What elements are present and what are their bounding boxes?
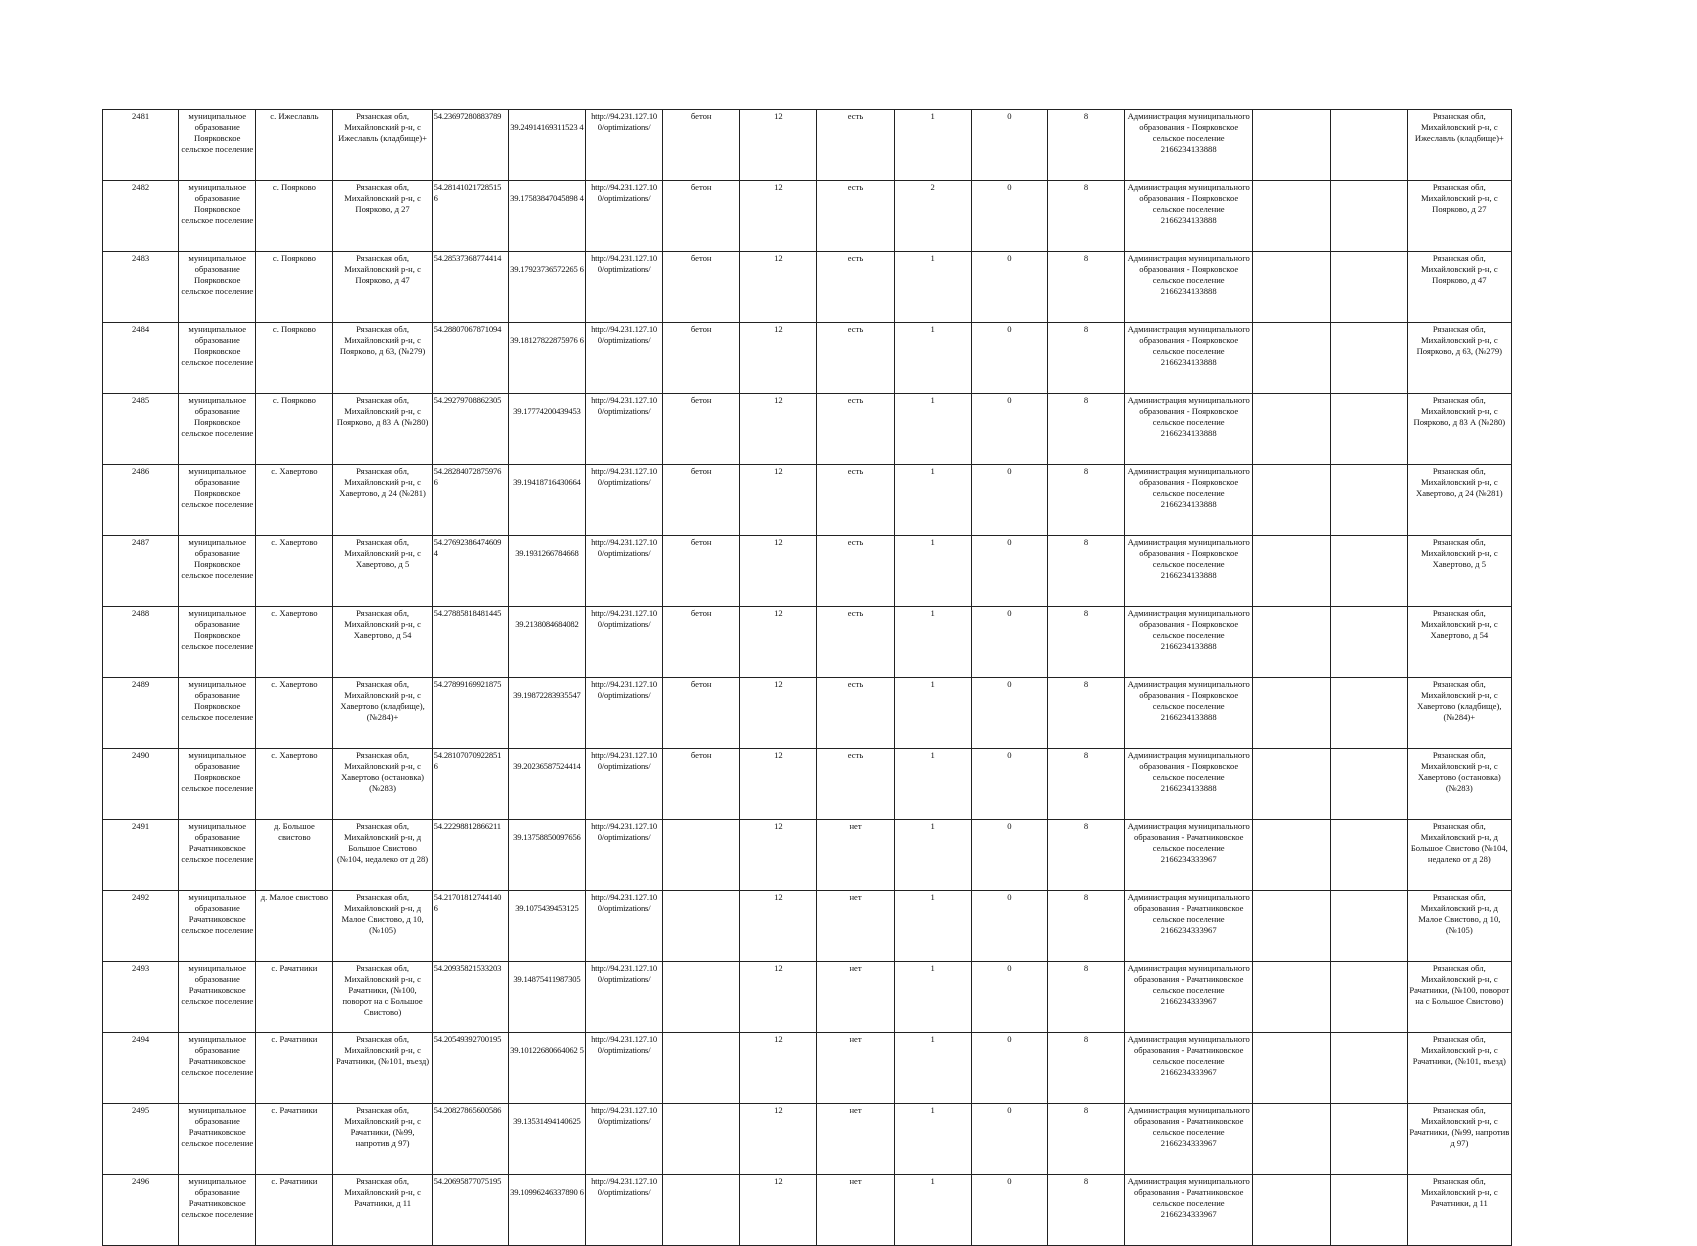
empty-cell	[1253, 891, 1330, 962]
empty-cell	[1253, 820, 1330, 891]
settlement-cell: с. Рачатники	[256, 1175, 333, 1246]
longitude-cell: 39.19418716430664	[508, 465, 585, 536]
area-cell: 12	[740, 962, 817, 1033]
empty-cell	[1253, 394, 1330, 465]
url-cell: http://94.231.127.10 0/optimizations/	[585, 181, 662, 252]
empty-cell	[1330, 536, 1407, 607]
covering-cell: нет	[817, 962, 894, 1033]
area-cell: 12	[740, 749, 817, 820]
longitude-cell: 39.24914169311523 4	[508, 110, 585, 181]
table-row	[103, 1104, 1512, 1175]
municipality-cell: муниципальное образование Поярковское сельское поселение	[179, 110, 256, 181]
covering-cell: есть	[817, 749, 894, 820]
volume-cell: 8	[1047, 1033, 1124, 1104]
address-cell: Рязанская обл, Михайловский р-н, с Поярково, д 47	[333, 252, 432, 323]
row-number-cell: 2491	[103, 820, 179, 891]
table-row	[103, 1175, 1512, 1246]
surface-material-cell	[663, 891, 740, 962]
count-2-cell: 0	[971, 607, 1047, 678]
empty-cell	[1253, 1175, 1330, 1246]
surface-material-cell: бетон	[663, 181, 740, 252]
source-address-cell: Рязанская обл, Михайловский р-н, с Поярково, д 63, (№279)	[1407, 323, 1511, 394]
table-row	[103, 181, 1512, 252]
source-address-cell: Рязанская обл, Михайловский р-н, с Хавертово, д 5	[1407, 536, 1511, 607]
address-cell: Рязанская обл, Михайловский р-н, д Малое Свистово, д 10, (№105)	[333, 891, 432, 962]
area-cell: 12	[740, 1175, 817, 1246]
count-2-cell: 0	[971, 252, 1047, 323]
covering-cell: есть	[817, 181, 894, 252]
municipality-cell: муниципальное образование Поярковское сельское поселение	[179, 181, 256, 252]
volume-cell: 8	[1047, 536, 1124, 607]
settlement-cell: с. Рачатники	[256, 1033, 333, 1104]
owner-cell: Администрация муниципального образования - Рачатниковское сельское поселение 2166234333967	[1125, 820, 1253, 891]
latitude-cell: 54.21701812744140 6	[432, 891, 508, 962]
row-number-cell: 2485	[103, 394, 179, 465]
longitude-cell: 39.13758850097656	[508, 820, 585, 891]
url-cell: http://94.231.127.10 0/optimizations/	[585, 252, 662, 323]
count-2-cell: 0	[971, 323, 1047, 394]
url-cell: http://94.231.127.10 0/optimizations/	[585, 607, 662, 678]
row-number-cell: 2489	[103, 678, 179, 749]
empty-cell	[1253, 110, 1330, 181]
municipality-cell: муниципальное образование Поярковское сельское поселение	[179, 465, 256, 536]
covering-cell: нет	[817, 1175, 894, 1246]
table-row	[103, 110, 1512, 181]
owner-cell: Администрация муниципального образования - Рачатниковское сельское поселение 2166234333967	[1125, 962, 1253, 1033]
surface-material-cell: бетон	[663, 394, 740, 465]
volume-cell: 8	[1047, 962, 1124, 1033]
area-cell: 12	[740, 678, 817, 749]
owner-cell: Администрация муниципального образования - Поярковское сельское поселение 2166234133888	[1125, 323, 1253, 394]
latitude-cell: 54.28141021728515 6	[432, 181, 508, 252]
surface-material-cell: бетон	[663, 536, 740, 607]
empty-cell	[1253, 607, 1330, 678]
url-cell: http://94.231.127.10 0/optimizations/	[585, 962, 662, 1033]
latitude-cell: 54.20935821533203	[432, 962, 508, 1033]
url-cell: http://94.231.127.10 0/optimizations/	[585, 891, 662, 962]
longitude-cell: 39.18127822875976 6	[508, 323, 585, 394]
volume-cell: 8	[1047, 891, 1124, 962]
address-cell: Рязанская обл, Михайловский р-н, с Рачатники, (№101, въезд)	[333, 1033, 432, 1104]
empty-cell	[1330, 110, 1407, 181]
owner-cell: Администрация муниципального образования - Рачатниковское сельское поселение 2166234333967	[1125, 1033, 1253, 1104]
count-1-cell: 1	[894, 1175, 971, 1246]
empty-cell	[1253, 181, 1330, 252]
count-2-cell: 0	[971, 749, 1047, 820]
row-number-cell: 2488	[103, 607, 179, 678]
longitude-cell: 39.13531494140625	[508, 1104, 585, 1175]
settlement-cell: с. Поярково	[256, 181, 333, 252]
owner-cell: Администрация муниципального образования - Поярковское сельское поселение 2166234133888	[1125, 181, 1253, 252]
municipality-cell: муниципальное образование Поярковское сельское поселение	[179, 252, 256, 323]
table-row	[103, 607, 1512, 678]
settlement-cell: д. Малое свистово	[256, 891, 333, 962]
count-2-cell: 0	[971, 1104, 1047, 1175]
empty-cell	[1330, 181, 1407, 252]
source-address-cell: Рязанская обл, Михайловский р-н, с Хавертово (остановка) (№283)	[1407, 749, 1511, 820]
url-cell: http://94.231.127.10 0/optimizations/	[585, 394, 662, 465]
source-address-cell: Рязанская обл, Михайловский р-н, с Поярково, д 83 А (№280)	[1407, 394, 1511, 465]
owner-cell: Администрация муниципального образования - Поярковское сельское поселение 2166234133888	[1125, 536, 1253, 607]
owner-cell: Администрация муниципального образования - Поярковское сельское поселение 2166234133888	[1125, 465, 1253, 536]
municipality-cell: муниципальное образование Рачатниковское сельское поселение	[179, 891, 256, 962]
address-cell: Рязанская обл, Михайловский р-н, с Хавертово (остановка) (№283)	[333, 749, 432, 820]
empty-cell	[1253, 1104, 1330, 1175]
count-2-cell: 0	[971, 110, 1047, 181]
row-number-cell: 2486	[103, 465, 179, 536]
area-cell: 12	[740, 252, 817, 323]
empty-cell	[1330, 962, 1407, 1033]
source-address-cell: Рязанская обл, Михайловский р-н, с Поярково, д 47	[1407, 252, 1511, 323]
url-cell: http://94.231.127.10 0/optimizations/	[585, 110, 662, 181]
source-address-cell: Рязанская обл, Михайловский р-н, с Хавертово, д 54	[1407, 607, 1511, 678]
count-2-cell: 0	[971, 1033, 1047, 1104]
latitude-cell: 54.22298812866211	[432, 820, 508, 891]
empty-cell	[1253, 323, 1330, 394]
owner-cell: Администрация муниципального образования - Поярковское сельское поселение 2166234133888	[1125, 749, 1253, 820]
source-address-cell: Рязанская обл, Михайловский р-н, с Рачатники, д 11	[1407, 1175, 1511, 1246]
empty-cell	[1253, 1033, 1330, 1104]
covering-cell: нет	[817, 1033, 894, 1104]
address-cell: Рязанская обл, Михайловский р-н, с Хавертово, д 54	[333, 607, 432, 678]
covering-cell: есть	[817, 678, 894, 749]
source-address-cell: Рязанская обл, Михайловский р-н, с Ижеславль (кладбище)+	[1407, 110, 1511, 181]
longitude-cell: 39.14875411987305	[508, 962, 585, 1033]
volume-cell: 8	[1047, 465, 1124, 536]
empty-cell	[1330, 1033, 1407, 1104]
source-address-cell: Рязанская обл, Михайловский р-н, д Малое Свистово, д 10, (№105)	[1407, 891, 1511, 962]
count-1-cell: 1	[894, 536, 971, 607]
url-cell: http://94.231.127.10 0/optimizations/	[585, 465, 662, 536]
municipality-cell: муниципальное образование Поярковское сельское поселение	[179, 536, 256, 607]
longitude-cell: 39.2138084684082	[508, 607, 585, 678]
owner-cell: Администрация муниципального образования - Рачатниковское сельское поселение 2166234333967	[1125, 1175, 1253, 1246]
latitude-cell: 54.27692386474609 4	[432, 536, 508, 607]
registry-table	[102, 109, 1512, 1246]
owner-cell: Администрация муниципального образования - Поярковское сельское поселение 2166234133888	[1125, 252, 1253, 323]
volume-cell: 8	[1047, 252, 1124, 323]
count-1-cell: 1	[894, 1033, 971, 1104]
url-cell: http://94.231.127.10 0/optimizations/	[585, 323, 662, 394]
address-cell: Рязанская обл, Михайловский р-н, с Хавертово, д 5	[333, 536, 432, 607]
empty-cell	[1253, 465, 1330, 536]
covering-cell: нет	[817, 1104, 894, 1175]
count-1-cell: 1	[894, 465, 971, 536]
count-1-cell: 1	[894, 607, 971, 678]
volume-cell: 8	[1047, 820, 1124, 891]
longitude-cell: 39.19872283935547	[508, 678, 585, 749]
area-cell: 12	[740, 323, 817, 394]
volume-cell: 8	[1047, 110, 1124, 181]
address-cell: Рязанская обл, Михайловский р-н, с Хавертово, д 24 (№281)	[333, 465, 432, 536]
count-2-cell: 0	[971, 536, 1047, 607]
municipality-cell: муниципальное образование Рачатниковское сельское поселение	[179, 962, 256, 1033]
empty-cell	[1253, 252, 1330, 323]
municipality-cell: муниципальное образование Поярковское сельское поселение	[179, 607, 256, 678]
source-address-cell: Рязанская обл, Михайловский р-н, с Рачатники, (№99, напротив д 97)	[1407, 1104, 1511, 1175]
longitude-cell: 39.1075439453125	[508, 891, 585, 962]
empty-cell	[1253, 962, 1330, 1033]
covering-cell: нет	[817, 891, 894, 962]
covering-cell: есть	[817, 536, 894, 607]
surface-material-cell	[663, 1175, 740, 1246]
row-number-cell: 2483	[103, 252, 179, 323]
table-row	[103, 465, 1512, 536]
table-row	[103, 394, 1512, 465]
table-row	[103, 252, 1512, 323]
address-cell: Рязанская обл, Михайловский р-н, с Рачатники, д 11	[333, 1175, 432, 1246]
url-cell: http://94.231.127.10 0/optimizations/	[585, 749, 662, 820]
surface-material-cell: бетон	[663, 607, 740, 678]
row-number-cell: 2495	[103, 1104, 179, 1175]
empty-cell	[1330, 465, 1407, 536]
surface-material-cell	[663, 1104, 740, 1175]
surface-material-cell: бетон	[663, 678, 740, 749]
count-2-cell: 0	[971, 962, 1047, 1033]
settlement-cell: с. Хавертово	[256, 536, 333, 607]
row-number-cell: 2487	[103, 536, 179, 607]
count-1-cell: 1	[894, 252, 971, 323]
settlement-cell: с. Поярково	[256, 252, 333, 323]
municipality-cell: муниципальное образование Рачатниковское сельское поселение	[179, 820, 256, 891]
count-1-cell: 2	[894, 181, 971, 252]
volume-cell: 8	[1047, 1175, 1124, 1246]
area-cell: 12	[740, 1033, 817, 1104]
longitude-cell: 39.10996246337890 6	[508, 1175, 585, 1246]
municipality-cell: муниципальное образование Рачатниковское сельское поселение	[179, 1104, 256, 1175]
surface-material-cell: бетон	[663, 465, 740, 536]
url-cell: http://94.231.127.10 0/optimizations/	[585, 1104, 662, 1175]
empty-cell	[1330, 607, 1407, 678]
volume-cell: 8	[1047, 749, 1124, 820]
area-cell: 12	[740, 820, 817, 891]
area-cell: 12	[740, 607, 817, 678]
count-2-cell: 0	[971, 891, 1047, 962]
row-number-cell: 2481	[103, 110, 179, 181]
url-cell: http://94.231.127.10 0/optimizations/	[585, 820, 662, 891]
owner-cell: Администрация муниципального образования - Рачатниковское сельское поселение 2166234333967	[1125, 891, 1253, 962]
address-cell: Рязанская обл, Михайловский р-н, с Рачатники, (№100, поворот на с Большое Свистово)	[333, 962, 432, 1033]
count-1-cell: 1	[894, 110, 971, 181]
row-number-cell: 2490	[103, 749, 179, 820]
volume-cell: 8	[1047, 607, 1124, 678]
count-2-cell: 0	[971, 181, 1047, 252]
municipality-cell: муниципальное образование Поярковское сельское поселение	[179, 749, 256, 820]
row-number-cell: 2482	[103, 181, 179, 252]
surface-material-cell: бетон	[663, 252, 740, 323]
empty-cell	[1253, 536, 1330, 607]
latitude-cell: 54.28284072875976 6	[432, 465, 508, 536]
surface-material-cell: бетон	[663, 749, 740, 820]
empty-cell	[1253, 749, 1330, 820]
surface-material-cell	[663, 1033, 740, 1104]
empty-cell	[1330, 749, 1407, 820]
empty-cell	[1330, 394, 1407, 465]
settlement-cell: с. Хавертово	[256, 678, 333, 749]
table-row	[103, 820, 1512, 891]
settlement-cell: д. Большое свистово	[256, 820, 333, 891]
source-address-cell: Рязанская обл, Михайловский р-н, с Рачатники, (№100, поворот на с Большое Свистово)	[1407, 962, 1511, 1033]
latitude-cell: 54.28537368774414	[432, 252, 508, 323]
address-cell: Рязанская обл, Михайловский р-н, с Рачатники, (№99, напротив д 97)	[333, 1104, 432, 1175]
owner-cell: Администрация муниципального образования - Поярковское сельское поселение 2166234133888	[1125, 678, 1253, 749]
table-row	[103, 962, 1512, 1033]
table-row	[103, 749, 1512, 820]
latitude-cell: 54.20827865600586	[432, 1104, 508, 1175]
municipality-cell: муниципальное образование Поярковское сельское поселение	[179, 394, 256, 465]
table-row	[103, 678, 1512, 749]
row-number-cell: 2494	[103, 1033, 179, 1104]
area-cell: 12	[740, 394, 817, 465]
area-cell: 12	[740, 110, 817, 181]
table-row	[103, 1033, 1512, 1104]
covering-cell: нет	[817, 820, 894, 891]
longitude-cell: 39.10122680664062 5	[508, 1033, 585, 1104]
longitude-cell: 39.1931266784668	[508, 536, 585, 607]
count-1-cell: 1	[894, 678, 971, 749]
empty-cell	[1330, 678, 1407, 749]
address-cell: Рязанская обл, Михайловский р-н, с Хавертово (кладбище), (№284)+	[333, 678, 432, 749]
count-1-cell: 1	[894, 962, 971, 1033]
longitude-cell: 39.17774200439453	[508, 394, 585, 465]
empty-cell	[1330, 1175, 1407, 1246]
owner-cell: Администрация муниципального образования - Рачатниковское сельское поселение 2166234333967	[1125, 1104, 1253, 1175]
latitude-cell: 54.23697280883789	[432, 110, 508, 181]
url-cell: http://94.231.127.10 0/optimizations/	[585, 536, 662, 607]
url-cell: http://94.231.127.10 0/optimizations/	[585, 1033, 662, 1104]
address-cell: Рязанская обл, Михайловский р-н, с Поярково, д 27	[333, 181, 432, 252]
latitude-cell: 54.28807067871094	[432, 323, 508, 394]
covering-cell: есть	[817, 394, 894, 465]
table-row	[103, 536, 1512, 607]
settlement-cell: с. Рачатники	[256, 962, 333, 1033]
latitude-cell: 54.20549392700195	[432, 1033, 508, 1104]
municipality-cell: муниципальное образование Поярковское сельское поселение	[179, 678, 256, 749]
count-2-cell: 0	[971, 678, 1047, 749]
latitude-cell: 54.20695877075195	[432, 1175, 508, 1246]
municipality-cell: муниципальное образование Рачатниковское сельское поселение	[179, 1175, 256, 1246]
address-cell: Рязанская обл, Михайловский р-н, с Поярково, д 63, (№279)	[333, 323, 432, 394]
empty-cell	[1330, 252, 1407, 323]
longitude-cell: 39.20236587524414	[508, 749, 585, 820]
empty-cell	[1330, 820, 1407, 891]
settlement-cell: с. Поярково	[256, 394, 333, 465]
longitude-cell: 39.17583847045898 4	[508, 181, 585, 252]
volume-cell: 8	[1047, 1104, 1124, 1175]
row-number-cell: 2496	[103, 1175, 179, 1246]
volume-cell: 8	[1047, 394, 1124, 465]
count-1-cell: 1	[894, 820, 971, 891]
count-2-cell: 0	[971, 820, 1047, 891]
area-cell: 12	[740, 465, 817, 536]
count-2-cell: 0	[971, 465, 1047, 536]
row-number-cell: 2493	[103, 962, 179, 1033]
source-address-cell: Рязанская обл, Михайловский р-н, д Большое Свистово (№104, недалеко от д 28)	[1407, 820, 1511, 891]
area-cell: 12	[740, 181, 817, 252]
source-address-cell: Рязанская обл, Михайловский р-н, с Поярково, д 27	[1407, 181, 1511, 252]
count-2-cell: 0	[971, 394, 1047, 465]
owner-cell: Администрация муниципального образования - Поярковское сельское поселение 2166234133888	[1125, 110, 1253, 181]
latitude-cell: 54.28107070922851 6	[432, 749, 508, 820]
count-2-cell: 0	[971, 1175, 1047, 1246]
table-row	[103, 323, 1512, 394]
source-address-cell: Рязанская обл, Михайловский р-н, с Хавертово, д 24 (№281)	[1407, 465, 1511, 536]
settlement-cell: с. Ижеславль	[256, 110, 333, 181]
volume-cell: 8	[1047, 678, 1124, 749]
surface-material-cell: бетон	[663, 110, 740, 181]
url-cell: http://94.231.127.10 0/optimizations/	[585, 678, 662, 749]
source-address-cell: Рязанская обл, Михайловский р-н, с Хавертово (кладбище), (№284)+	[1407, 678, 1511, 749]
count-1-cell: 1	[894, 891, 971, 962]
municipality-cell: муниципальное образование Рачатниковское сельское поселение	[179, 1033, 256, 1104]
volume-cell: 8	[1047, 323, 1124, 394]
covering-cell: есть	[817, 252, 894, 323]
empty-cell	[1253, 678, 1330, 749]
latitude-cell: 54.27885818481445	[432, 607, 508, 678]
table-row	[103, 891, 1512, 962]
area-cell: 12	[740, 536, 817, 607]
row-number-cell: 2492	[103, 891, 179, 962]
area-cell: 12	[740, 891, 817, 962]
longitude-cell: 39.17923736572265 6	[508, 252, 585, 323]
count-1-cell: 1	[894, 1104, 971, 1175]
address-cell: Рязанская обл, Михайловский р-н, с Поярково, д 83 А (№280)	[333, 394, 432, 465]
count-1-cell: 1	[894, 394, 971, 465]
url-cell: http://94.231.127.10 0/optimizations/	[585, 1175, 662, 1246]
settlement-cell: с. Хавертово	[256, 607, 333, 678]
settlement-cell: с. Поярково	[256, 323, 333, 394]
empty-cell	[1330, 1104, 1407, 1175]
covering-cell: есть	[817, 465, 894, 536]
settlement-cell: с. Хавертово	[256, 465, 333, 536]
owner-cell: Администрация муниципального образования - Поярковское сельское поселение 2166234133888	[1125, 394, 1253, 465]
volume-cell: 8	[1047, 181, 1124, 252]
latitude-cell: 54.29279708862305	[432, 394, 508, 465]
count-1-cell: 1	[894, 323, 971, 394]
empty-cell	[1330, 323, 1407, 394]
covering-cell: есть	[817, 323, 894, 394]
settlement-cell: с. Рачатники	[256, 1104, 333, 1175]
settlement-cell: с. Хавертово	[256, 749, 333, 820]
owner-cell: Администрация муниципального образования - Поярковское сельское поселение 2166234133888	[1125, 607, 1253, 678]
empty-cell	[1330, 891, 1407, 962]
surface-material-cell: бетон	[663, 323, 740, 394]
municipality-cell: муниципальное образование Поярковское сельское поселение	[179, 323, 256, 394]
latitude-cell: 54.27899169921875	[432, 678, 508, 749]
surface-material-cell	[663, 962, 740, 1033]
covering-cell: есть	[817, 607, 894, 678]
area-cell: 12	[740, 1104, 817, 1175]
address-cell: Рязанская обл, Михайловский р-н, д Большое Свистово (№104, недалеко от д 28)	[333, 820, 432, 891]
source-address-cell: Рязанская обл, Михайловский р-н, с Рачатники, (№101, въезд)	[1407, 1033, 1511, 1104]
covering-cell: есть	[817, 110, 894, 181]
surface-material-cell	[663, 820, 740, 891]
address-cell: Рязанская обл, Михайловский р-н, с Ижеславль (кладбище)+	[333, 110, 432, 181]
row-number-cell: 2484	[103, 323, 179, 394]
table-body	[103, 110, 1512, 1246]
count-1-cell: 1	[894, 749, 971, 820]
